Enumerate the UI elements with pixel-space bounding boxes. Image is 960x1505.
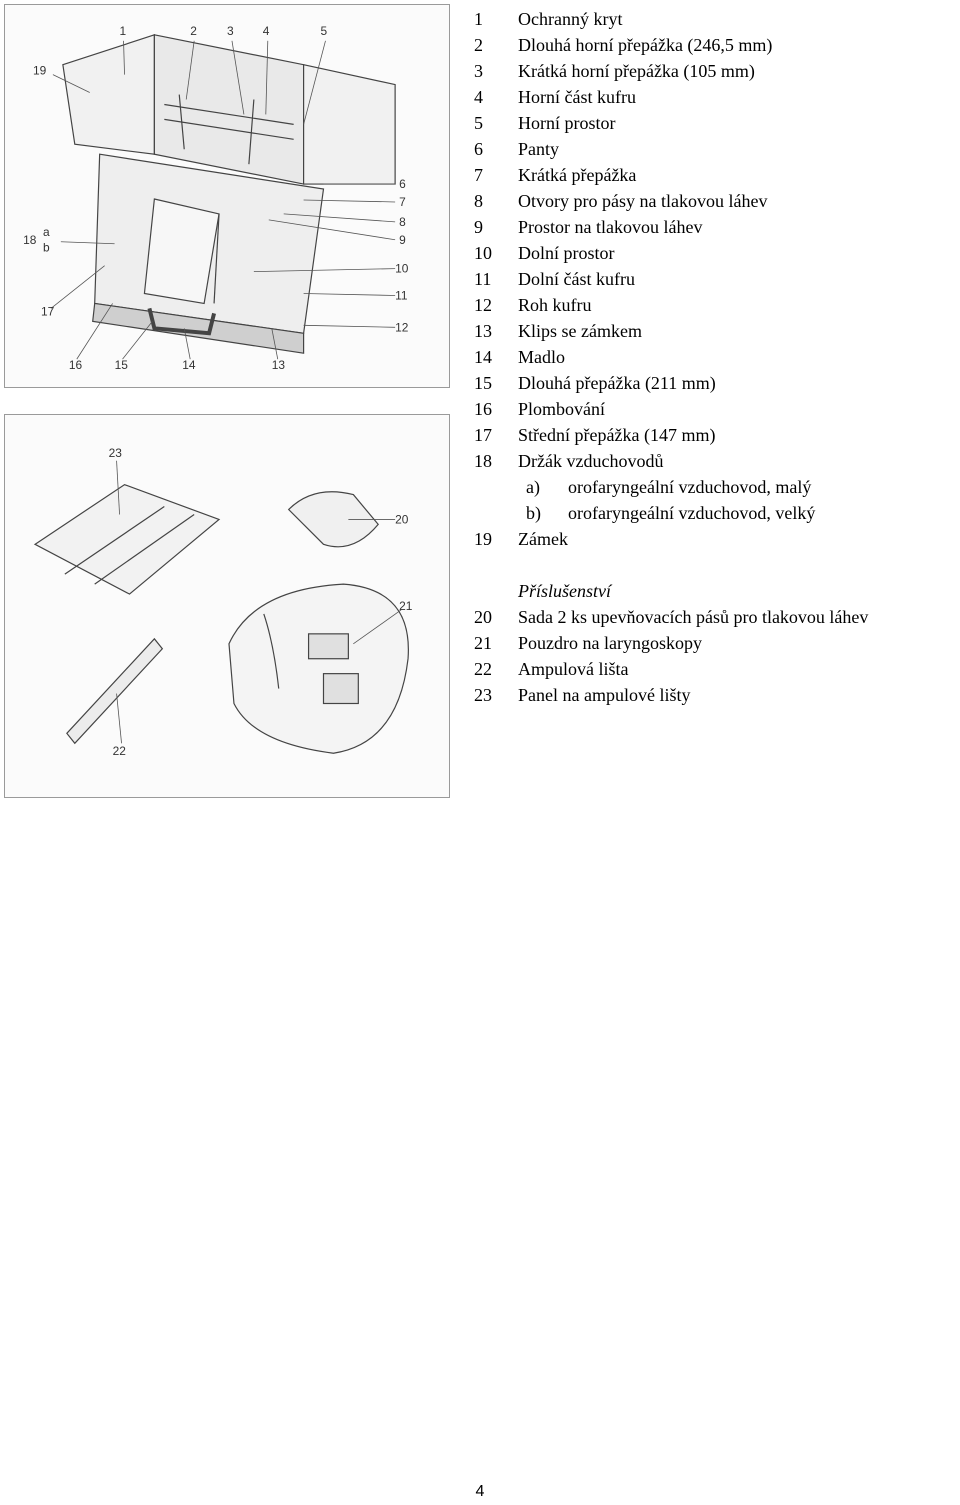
legend-subitem-label: b)	[526, 503, 541, 523]
parts-legend	[474, 6, 960, 708]
legend-item	[474, 422, 960, 448]
legend-item-text: Dolní prostor	[518, 243, 615, 263]
callout-13: 13	[271, 358, 286, 373]
legend-item-text: Madlo	[518, 347, 565, 367]
accessories-heading: Příslušenství	[518, 581, 611, 601]
callout-18a: a	[42, 224, 50, 239]
legend-item	[474, 344, 960, 370]
legend-item	[474, 58, 960, 84]
callout-12: 12	[395, 320, 409, 335]
legend-subitem	[474, 474, 960, 500]
legend-item-text: Krátká horní přepážka (105 mm)	[518, 61, 755, 81]
callout-17: 17	[40, 304, 55, 319]
legend-item-text: Sada 2 ks upevňovacích pásů pro tlakovou láhev	[518, 607, 869, 627]
legend-item	[474, 292, 960, 318]
legend-item-number: 17	[474, 425, 492, 445]
callout-20: 20	[395, 512, 409, 527]
legend-item	[474, 682, 960, 708]
callout-8: 8	[399, 214, 406, 229]
callout-1: 1	[119, 23, 127, 38]
legend-subitems	[474, 474, 960, 526]
legend-item-number: 1	[474, 9, 483, 29]
legend-item-number: 8	[474, 191, 483, 211]
legend-item-text: Ochranný kryt	[518, 9, 623, 29]
case-diagram	[4, 4, 450, 388]
callout-16: 16	[68, 358, 83, 373]
legend-item-number: 5	[474, 113, 483, 133]
legend-item-text: Dolní část kufru	[518, 269, 635, 289]
callout-18b: b	[42, 240, 50, 255]
legend-item-text: Zámek	[518, 529, 568, 549]
callout-14: 14	[182, 358, 196, 373]
legend-item-19	[474, 526, 960, 552]
legend-item-number: 2	[474, 35, 483, 55]
legend-item-text: Střední přepážka (147 mm)	[518, 425, 716, 445]
legend-subitem	[474, 500, 960, 526]
legend-item	[474, 318, 960, 344]
legend-item	[474, 266, 960, 292]
legend-item	[474, 240, 960, 266]
legend-item	[474, 448, 960, 474]
legend-subitem-text: orofaryngeální vzduchovod, velký	[568, 503, 816, 523]
legend-item	[474, 110, 960, 136]
callout-23: 23	[108, 445, 122, 460]
legend-item-text: Otvory pro pásy na tlakovou láhev	[518, 191, 768, 211]
callout-22: 22	[112, 744, 126, 759]
callout-19: 19	[33, 63, 47, 78]
accessories-items	[474, 604, 960, 708]
legend-item-text: Panty	[518, 139, 560, 159]
callout-21: 21	[399, 598, 413, 613]
legend-item-text: Pouzdro na laryngoskopy	[518, 633, 702, 653]
legend-item-text: Panel na ampulové lišty	[518, 685, 691, 705]
legend-item	[474, 84, 960, 110]
callout-10: 10	[395, 261, 409, 276]
legend-item-text: Prostor na tlakovou láhev	[518, 217, 703, 237]
callout-15: 15	[114, 358, 128, 373]
legend-item-text: Horní prostor	[518, 113, 616, 133]
legend-item-number: 20	[474, 607, 492, 627]
legend-item-number: 12	[474, 295, 492, 315]
legend-item	[474, 188, 960, 214]
accessories-diagram	[4, 414, 450, 798]
legend-item-text: Horní část kufru	[518, 87, 636, 107]
legend-item-number: 4	[474, 87, 483, 107]
callout-2: 2	[190, 23, 197, 38]
legend-item-text: Držák vzduchovodů	[518, 451, 664, 471]
legend-item	[474, 214, 960, 240]
legend-item-number: 3	[474, 61, 483, 81]
legend-item-number: 14	[474, 347, 492, 367]
legend-item-text: Dlouhá horní přepážka (246,5 mm)	[518, 35, 773, 55]
callout-4: 4	[262, 23, 270, 38]
legend-items	[474, 6, 960, 474]
legend-item	[474, 396, 960, 422]
legend-item	[474, 604, 960, 630]
legend-item-text: Klips se zámkem	[518, 321, 642, 341]
callout-18: 18	[23, 232, 37, 247]
callout-6: 6	[399, 177, 406, 192]
legend-item	[474, 136, 960, 162]
callout-9: 9	[399, 232, 406, 247]
callout-5: 5	[320, 23, 328, 38]
legend-item-number: 6	[474, 139, 483, 159]
legend-item-number: 22	[474, 659, 492, 679]
callout-3: 3	[227, 23, 234, 38]
legend-item-number: 23	[474, 685, 492, 705]
legend-item	[474, 370, 960, 396]
legend-item-number: 13	[474, 321, 492, 341]
legend-item-text: Roh kufru	[518, 295, 592, 315]
accessories-illustration	[5, 415, 449, 797]
legend-item-text: Krátká přepážka	[518, 165, 637, 185]
legend-item-number: 18	[474, 451, 492, 471]
legend-subitem-text: orofaryngeální vzduchovod, malý	[568, 477, 812, 497]
legend-item-number: 16	[474, 399, 492, 419]
legend-subitem-label: a)	[526, 477, 540, 497]
legend-item-number: 21	[474, 633, 492, 653]
legend-item-number: 7	[474, 165, 483, 185]
case-illustration	[5, 5, 449, 387]
legend-item-number: 11	[474, 269, 492, 289]
legend-item	[474, 656, 960, 682]
legend-item-number: 10	[474, 243, 492, 263]
legend-item	[474, 630, 960, 656]
callout-7: 7	[399, 194, 406, 209]
legend-item	[474, 32, 960, 58]
legend-item-number: 15	[474, 373, 492, 393]
legend-item-text: Dlouhá přepážka (211 mm)	[518, 373, 716, 393]
legend-item-text: Plombování	[518, 399, 606, 419]
legend-item-text: Ampulová lišta	[518, 659, 629, 679]
legend-item-number: 9	[474, 217, 483, 237]
page-number: 4	[475, 1483, 485, 1500]
legend-item	[474, 6, 960, 32]
legend-item-number: 19	[474, 529, 492, 549]
callout-11: 11	[395, 288, 408, 303]
legend-item	[474, 162, 960, 188]
